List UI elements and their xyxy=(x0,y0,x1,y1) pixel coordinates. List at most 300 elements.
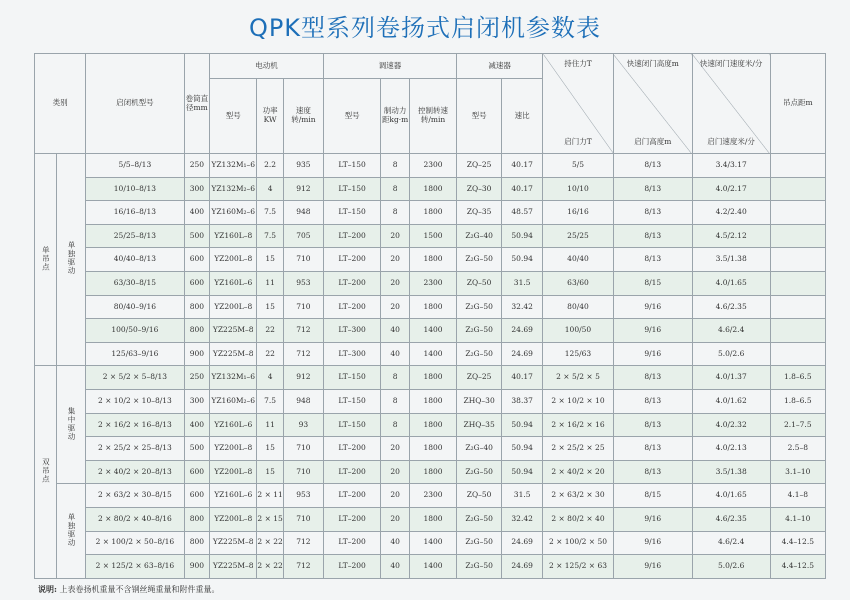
cell-lift-distance: 4.1–8 xyxy=(770,484,825,508)
cell-brake-speed: 1800 xyxy=(409,295,456,319)
cell-reducer-model: Z₂G–50 xyxy=(457,507,502,531)
cell-brake-model: LT–300 xyxy=(323,342,380,366)
cell-motor-speed: 710 xyxy=(283,437,323,461)
group-central-drive xyxy=(56,366,86,484)
cell-force: 25/25 xyxy=(543,224,614,248)
cell-brake-torque: 8 xyxy=(381,413,410,437)
cell-brake-model: LT–200 xyxy=(323,507,380,531)
cell-force: 2 × 25/2 × 25 xyxy=(543,437,614,461)
cell-speed: 5.0/2.6 xyxy=(692,342,770,366)
cell-motor-model: YZ160M₂–6 xyxy=(210,389,257,413)
table-row xyxy=(35,437,826,461)
cell-speed: 4.6/2.4 xyxy=(692,319,770,343)
cell-speed: 3.5/1.38 xyxy=(692,460,770,484)
cell-motor-model: YZ132M₁–6 xyxy=(210,366,257,390)
cell-model: 2 × 40/2 × 20–8/13 xyxy=(86,460,184,484)
cell-brake-model: LT–200 xyxy=(323,248,380,272)
cell-brake-speed: 1400 xyxy=(409,342,456,366)
header-fast-close-speed: 快速闭门速度米/分 xyxy=(699,59,763,68)
cell-motor-speed: 912 xyxy=(283,366,323,390)
cell-motor-model: YZ160L–6 xyxy=(210,484,257,508)
cell-brake-torque: 20 xyxy=(381,484,410,508)
cell-model: 10/10–8/13 xyxy=(86,177,184,201)
cell-model: 2 × 80/2 × 40–8/16 xyxy=(86,507,184,531)
cell-motor-model: YZ200L–8 xyxy=(210,507,257,531)
cell-reducer-ratio: 24.69 xyxy=(502,342,543,366)
cell-lift-distance xyxy=(770,248,825,272)
cell-reducer-ratio: 50.94 xyxy=(502,460,543,484)
cell-reducer-model: Z₂G–40 xyxy=(457,437,502,461)
cell-speed: 4.6/2.35 xyxy=(692,295,770,319)
footnote-text: 上表卷扬机重量不含钢丝绳重量和附件重量。 xyxy=(59,585,220,594)
cell-speed: 4.6/2.35 xyxy=(692,507,770,531)
cell-brake-torque: 20 xyxy=(381,460,410,484)
cell-lift-distance: 2.1–7.5 xyxy=(770,413,825,437)
cell-reducer-ratio: 50.94 xyxy=(502,248,543,272)
table-row xyxy=(35,555,826,579)
cell-height: 9/16 xyxy=(613,555,692,579)
cell-motor-model: YZ200L–8 xyxy=(210,437,257,461)
cell-height: 8/13 xyxy=(613,437,692,461)
cell-brake-torque: 40 xyxy=(381,342,410,366)
cell-drum: 400 xyxy=(184,413,210,437)
group-double-lift-label: 双吊点 xyxy=(41,457,51,484)
cell-power: 2 × 15 xyxy=(257,507,284,531)
cell-speed: 3.5/1.38 xyxy=(692,248,770,272)
cell-brake-torque: 8 xyxy=(381,154,410,178)
table-row xyxy=(35,531,826,555)
group-double-lift xyxy=(35,366,57,578)
cell-brake-torque: 8 xyxy=(381,201,410,225)
cell-brake-speed: 1400 xyxy=(409,555,456,579)
cell-brake-model: LT–150 xyxy=(323,154,380,178)
table-row xyxy=(35,319,826,343)
cell-reducer-ratio: 38.37 xyxy=(502,389,543,413)
header-brake-torque: 制动力距kg·m xyxy=(381,79,410,154)
cell-height: 8/13 xyxy=(613,389,692,413)
spec-table xyxy=(34,53,826,579)
cell-height: 9/16 xyxy=(613,319,692,343)
cell-brake-speed: 1400 xyxy=(409,531,456,555)
cell-force: 2 × 100/2 × 50 xyxy=(543,531,614,555)
cell-power: 15 xyxy=(257,248,284,272)
table-row xyxy=(35,342,826,366)
cell-force: 5/5 xyxy=(543,154,614,178)
cell-force: 2 × 10/2 × 10 xyxy=(543,389,614,413)
cell-power: 11 xyxy=(257,271,284,295)
cell-brake-model: LT–200 xyxy=(323,295,380,319)
header-brake: 调速器 xyxy=(323,54,456,79)
cell-brake-torque: 8 xyxy=(381,177,410,201)
cell-power: 11 xyxy=(257,413,284,437)
cell-force: 10/10 xyxy=(543,177,614,201)
cell-lift-distance xyxy=(770,177,825,201)
cell-power: 22 xyxy=(257,319,284,343)
cell-brake-torque: 20 xyxy=(381,271,410,295)
cell-brake-speed: 1500 xyxy=(409,224,456,248)
cell-lift-distance xyxy=(770,342,825,366)
table-row xyxy=(35,177,826,201)
cell-reducer-model: ZQ–30 xyxy=(457,177,502,201)
cell-reducer-model: Z₂G–50 xyxy=(457,319,502,343)
cell-motor-speed: 712 xyxy=(283,531,323,555)
cell-force: 2 × 40/2 × 20 xyxy=(543,460,614,484)
cell-drum: 500 xyxy=(184,224,210,248)
cell-lift-distance: 4.4–12.5 xyxy=(770,531,825,555)
header-reducer-model: 型号 xyxy=(457,79,502,154)
cell-brake-model: LT–300 xyxy=(323,319,380,343)
cell-motor-model: YZ160L–6 xyxy=(210,413,257,437)
cell-reducer-ratio: 48.57 xyxy=(502,201,543,225)
cell-speed: 4.0/2.13 xyxy=(692,437,770,461)
cell-motor-speed: 935 xyxy=(283,154,323,178)
cell-motor-model: YZ132M₂–6 xyxy=(210,177,257,201)
cell-lift-distance xyxy=(770,271,825,295)
table-row xyxy=(35,484,826,508)
cell-brake-torque: 20 xyxy=(381,295,410,319)
header-drum: 卷筒直径mm xyxy=(184,54,210,154)
cell-motor-speed: 712 xyxy=(283,555,323,579)
cell-speed: 4.0/1.65 xyxy=(692,271,770,295)
cell-brake-model: LT–150 xyxy=(323,389,380,413)
cell-drum: 800 xyxy=(184,531,210,555)
cell-lift-distance xyxy=(770,319,825,343)
cell-drum: 600 xyxy=(184,248,210,272)
cell-reducer-model: ZHQ–30 xyxy=(457,389,502,413)
cell-force: 16/16 xyxy=(543,201,614,225)
cell-height: 8/13 xyxy=(613,224,692,248)
cell-brake-speed: 1800 xyxy=(409,201,456,225)
cell-force: 80/40 xyxy=(543,295,614,319)
cell-brake-model: LT–200 xyxy=(323,460,380,484)
cell-force: 2 × 63/2 × 30 xyxy=(543,484,614,508)
cell-drum: 800 xyxy=(184,295,210,319)
cell-brake-torque: 8 xyxy=(381,366,410,390)
cell-force: 2 × 16/2 × 16 xyxy=(543,413,614,437)
cell-model: 2 × 16/2 × 16–8/13 xyxy=(86,413,184,437)
cell-height: 8/13 xyxy=(613,201,692,225)
cell-drum: 300 xyxy=(184,389,210,413)
cell-reducer-model: ZHQ–35 xyxy=(457,413,502,437)
cell-drum: 900 xyxy=(184,342,210,366)
header-open-height: 启门高度m xyxy=(634,137,672,147)
cell-reducer-model: Z₂G–50 xyxy=(457,295,502,319)
header-motor-model: 型号 xyxy=(210,79,257,154)
cell-brake-speed: 2300 xyxy=(409,484,456,508)
cell-motor-model: YZ160L–8 xyxy=(210,224,257,248)
cell-power: 2 × 11 xyxy=(257,484,284,508)
cell-power: 7.5 xyxy=(257,389,284,413)
header-hold-force: 持住力T xyxy=(564,59,592,68)
cell-brake-model: LT–150 xyxy=(323,366,380,390)
cell-force: 40/40 xyxy=(543,248,614,272)
cell-model: 5/5–8/13 xyxy=(86,154,184,178)
cell-drum: 300 xyxy=(184,177,210,201)
footnote xyxy=(38,584,220,595)
cell-motor-speed: 710 xyxy=(283,248,323,272)
cell-drum: 600 xyxy=(184,460,210,484)
cell-motor-speed: 712 xyxy=(283,319,323,343)
cell-model: 2 × 10/2 × 10–8/13 xyxy=(86,389,184,413)
cell-motor-model: YZ132M₁–6 xyxy=(210,154,257,178)
header-motor: 电动机 xyxy=(210,54,324,79)
cell-drum: 600 xyxy=(184,271,210,295)
cell-brake-model: LT–200 xyxy=(323,271,380,295)
cell-height: 9/16 xyxy=(613,342,692,366)
cell-motor-model: YZ200L–8 xyxy=(210,248,257,272)
cell-power: 2 × 22 xyxy=(257,531,284,555)
cell-motor-speed: 710 xyxy=(283,507,323,531)
cell-lift-distance: 4.4–12.5 xyxy=(770,555,825,579)
cell-drum: 250 xyxy=(184,366,210,390)
table-row xyxy=(35,413,826,437)
group-single-lift-label: 单吊点 xyxy=(41,245,51,272)
cell-height: 9/16 xyxy=(613,295,692,319)
cell-speed: 4.0/1.37 xyxy=(692,366,770,390)
cell-drum: 900 xyxy=(184,555,210,579)
header-reducer-ratio: 速比 xyxy=(502,79,543,154)
cell-reducer-model: Z₂G–50 xyxy=(457,531,502,555)
cell-model: 40/40–8/13 xyxy=(86,248,184,272)
cell-power: 4 xyxy=(257,177,284,201)
cell-reducer-ratio: 40.17 xyxy=(502,154,543,178)
cell-drum: 600 xyxy=(184,484,210,508)
cell-reducer-model: Z₂G–50 xyxy=(457,248,502,272)
cell-reducer-ratio: 24.69 xyxy=(502,531,543,555)
cell-reducer-model: ZQ–50 xyxy=(457,484,502,508)
cell-model: 2 × 63/2 × 30–8/15 xyxy=(86,484,184,508)
cell-reducer-ratio: 31.5 xyxy=(502,271,543,295)
table-row xyxy=(35,201,826,225)
cell-drum: 800 xyxy=(184,507,210,531)
header-lift-distance: 吊点距m xyxy=(770,54,825,154)
table-row xyxy=(35,366,826,390)
cell-model: 80/40–9/16 xyxy=(86,295,184,319)
header-speed xyxy=(692,54,770,154)
cell-lift-distance: 4.1–10 xyxy=(770,507,825,531)
cell-motor-model: YZ225M–8 xyxy=(210,319,257,343)
cell-reducer-model: ZQ–50 xyxy=(457,271,502,295)
header-height xyxy=(613,54,692,154)
cell-speed: 4.0/2.17 xyxy=(692,177,770,201)
cell-drum: 400 xyxy=(184,201,210,225)
cell-reducer-model: Z₂G–50 xyxy=(457,460,502,484)
cell-motor-speed: 953 xyxy=(283,484,323,508)
header-brake-speed: 控制转速转/min xyxy=(409,79,456,154)
cell-height: 8/13 xyxy=(613,366,692,390)
cell-drum: 500 xyxy=(184,437,210,461)
cell-brake-speed: 2300 xyxy=(409,271,456,295)
cell-brake-speed: 1800 xyxy=(409,413,456,437)
cell-motor-speed: 705 xyxy=(283,224,323,248)
cell-brake-torque: 20 xyxy=(381,248,410,272)
cell-brake-model: LT–150 xyxy=(323,177,380,201)
cell-motor-model: YZ225M–8 xyxy=(210,531,257,555)
cell-reducer-model: ZQ–25 xyxy=(457,366,502,390)
cell-motor-model: YZ225M–8 xyxy=(210,555,257,579)
table-row xyxy=(35,224,826,248)
cell-brake-speed: 1400 xyxy=(409,319,456,343)
cell-model: 16/16–8/13 xyxy=(86,201,184,225)
cell-lift-distance: 1.8–6.5 xyxy=(770,389,825,413)
footnote-label: 说明: xyxy=(38,584,57,594)
cell-height: 9/16 xyxy=(613,507,692,531)
cell-brake-speed: 1800 xyxy=(409,507,456,531)
cell-drum: 800 xyxy=(184,319,210,343)
cell-motor-speed: 953 xyxy=(283,271,323,295)
group-separate-drive xyxy=(56,484,86,578)
header-open-force: 启门力T xyxy=(564,137,592,147)
cell-motor-speed: 948 xyxy=(283,201,323,225)
cell-force: 2 × 125/2 × 63 xyxy=(543,555,614,579)
cell-speed: 5.0/2.6 xyxy=(692,555,770,579)
group-separate-drive-label: 单独驱动 xyxy=(66,512,76,547)
table-row xyxy=(35,271,826,295)
cell-reducer-ratio: 24.69 xyxy=(502,319,543,343)
header-fast-close-height: 快速闭门高度m xyxy=(626,59,679,68)
cell-speed: 4.0/1.65 xyxy=(692,484,770,508)
cell-brake-torque: 40 xyxy=(381,319,410,343)
cell-brake-model: LT–200 xyxy=(323,531,380,555)
cell-reducer-ratio: 31.5 xyxy=(502,484,543,508)
cell-motor-speed: 710 xyxy=(283,295,323,319)
cell-brake-torque: 20 xyxy=(381,224,410,248)
header-force xyxy=(543,54,614,154)
cell-motor-model: YZ160M₂–6 xyxy=(210,201,257,225)
cell-motor-model: YZ225M–8 xyxy=(210,342,257,366)
cell-brake-torque: 20 xyxy=(381,507,410,531)
cell-height: 9/16 xyxy=(613,531,692,555)
cell-reducer-model: Z₂G–40 xyxy=(457,224,502,248)
cell-height: 8/15 xyxy=(613,484,692,508)
group-single-lift xyxy=(35,154,57,366)
cell-drum: 250 xyxy=(184,154,210,178)
cell-height: 8/13 xyxy=(613,413,692,437)
cell-reducer-model: ZQ–25 xyxy=(457,154,502,178)
header-category: 类别 xyxy=(35,54,86,154)
cell-brake-speed: 2300 xyxy=(409,154,456,178)
cell-reducer-model: Z₂G–50 xyxy=(457,342,502,366)
header-motor-speed: 速度转/min xyxy=(283,79,323,154)
group-central-drive-label: 集中驱动 xyxy=(66,406,76,441)
cell-reducer-ratio: 50.94 xyxy=(502,224,543,248)
cell-power: 7.5 xyxy=(257,224,284,248)
cell-motor-speed: 93 xyxy=(283,413,323,437)
table-row xyxy=(35,248,826,272)
table-row xyxy=(35,460,826,484)
table-row xyxy=(35,389,826,413)
cell-reducer-ratio: 50.94 xyxy=(502,413,543,437)
cell-power: 15 xyxy=(257,460,284,484)
cell-motor-model: YZ160L–6 xyxy=(210,271,257,295)
cell-speed: 4.6/2.4 xyxy=(692,531,770,555)
cell-reducer-ratio: 32.42 xyxy=(502,507,543,531)
cell-reducer-ratio: 40.17 xyxy=(502,366,543,390)
cell-reducer-model: Z₂G–50 xyxy=(457,555,502,579)
cell-force: 2 × 5/2 × 5 xyxy=(543,366,614,390)
cell-brake-speed: 1800 xyxy=(409,389,456,413)
cell-model: 125/63–9/16 xyxy=(86,342,184,366)
cell-power: 4 xyxy=(257,366,284,390)
cell-model: 2 × 25/2 × 25–8/13 xyxy=(86,437,184,461)
cell-model: 25/25–8/13 xyxy=(86,224,184,248)
cell-brake-model: LT–200 xyxy=(323,555,380,579)
cell-reducer-model: ZQ–35 xyxy=(457,201,502,225)
cell-reducer-ratio: 40.17 xyxy=(502,177,543,201)
cell-motor-model: YZ200L–8 xyxy=(210,295,257,319)
cell-reducer-ratio: 24.69 xyxy=(502,555,543,579)
cell-force: 100/50 xyxy=(543,319,614,343)
header-open-speed: 启门速度米/分 xyxy=(707,137,755,147)
cell-brake-speed: 1800 xyxy=(409,248,456,272)
table-row xyxy=(35,507,826,531)
group-single-drive xyxy=(56,154,86,366)
cell-motor-speed: 912 xyxy=(283,177,323,201)
cell-lift-distance xyxy=(770,154,825,178)
cell-force: 125/63 xyxy=(543,342,614,366)
cell-height: 8/13 xyxy=(613,177,692,201)
cell-speed: 3.4/3.17 xyxy=(692,154,770,178)
cell-height: 8/13 xyxy=(613,248,692,272)
cell-lift-distance xyxy=(770,295,825,319)
cell-brake-torque: 40 xyxy=(381,531,410,555)
cell-motor-speed: 712 xyxy=(283,342,323,366)
cell-lift-distance: 3.1–10 xyxy=(770,460,825,484)
group-single-drive-label: 单独驱动 xyxy=(66,241,76,276)
cell-force: 2 × 80/2 × 40 xyxy=(543,507,614,531)
cell-lift-distance xyxy=(770,201,825,225)
header-reducer: 减速器 xyxy=(457,54,543,79)
header-motor-power: 功率KW xyxy=(257,79,284,154)
cell-speed: 4.0/2.32 xyxy=(692,413,770,437)
cell-brake-speed: 1800 xyxy=(409,177,456,201)
cell-brake-model: LT–200 xyxy=(323,484,380,508)
table-row xyxy=(35,295,826,319)
cell-brake-model: LT–150 xyxy=(323,413,380,437)
cell-reducer-ratio: 32.42 xyxy=(502,295,543,319)
cell-power: 2.2 xyxy=(257,154,284,178)
cell-brake-speed: 1800 xyxy=(409,366,456,390)
cell-lift-distance: 2.5–8 xyxy=(770,437,825,461)
cell-brake-torque: 20 xyxy=(381,437,410,461)
cell-brake-speed: 1800 xyxy=(409,437,456,461)
cell-brake-model: LT–200 xyxy=(323,437,380,461)
table-row xyxy=(35,154,826,178)
cell-lift-distance xyxy=(770,224,825,248)
cell-motor-model: YZ200L–8 xyxy=(210,460,257,484)
cell-speed: 4.0/1.62 xyxy=(692,389,770,413)
cell-motor-speed: 710 xyxy=(283,460,323,484)
cell-model: 100/50–9/16 xyxy=(86,319,184,343)
cell-reducer-ratio: 50.94 xyxy=(502,437,543,461)
cell-power: 15 xyxy=(257,437,284,461)
cell-speed: 4.2/2.40 xyxy=(692,201,770,225)
cell-model: 2 × 5/2 × 5–8/13 xyxy=(86,366,184,390)
cell-power: 22 xyxy=(257,342,284,366)
cell-model: 2 × 125/2 × 63–8/16 xyxy=(86,555,184,579)
header-brake-model: 型号 xyxy=(323,79,380,154)
cell-height: 8/13 xyxy=(613,460,692,484)
cell-lift-distance: 1.8–6.5 xyxy=(770,366,825,390)
cell-brake-torque: 8 xyxy=(381,389,410,413)
header-model: 启闭机型号 xyxy=(86,54,184,154)
cell-power: 7.5 xyxy=(257,201,284,225)
cell-brake-model: LT–150 xyxy=(323,201,380,225)
page-title: QPK型系列卷扬式启闭机参数表 xyxy=(248,14,602,42)
cell-brake-speed: 1800 xyxy=(409,460,456,484)
cell-speed: 4.5/2.12 xyxy=(692,224,770,248)
cell-brake-torque: 40 xyxy=(381,555,410,579)
